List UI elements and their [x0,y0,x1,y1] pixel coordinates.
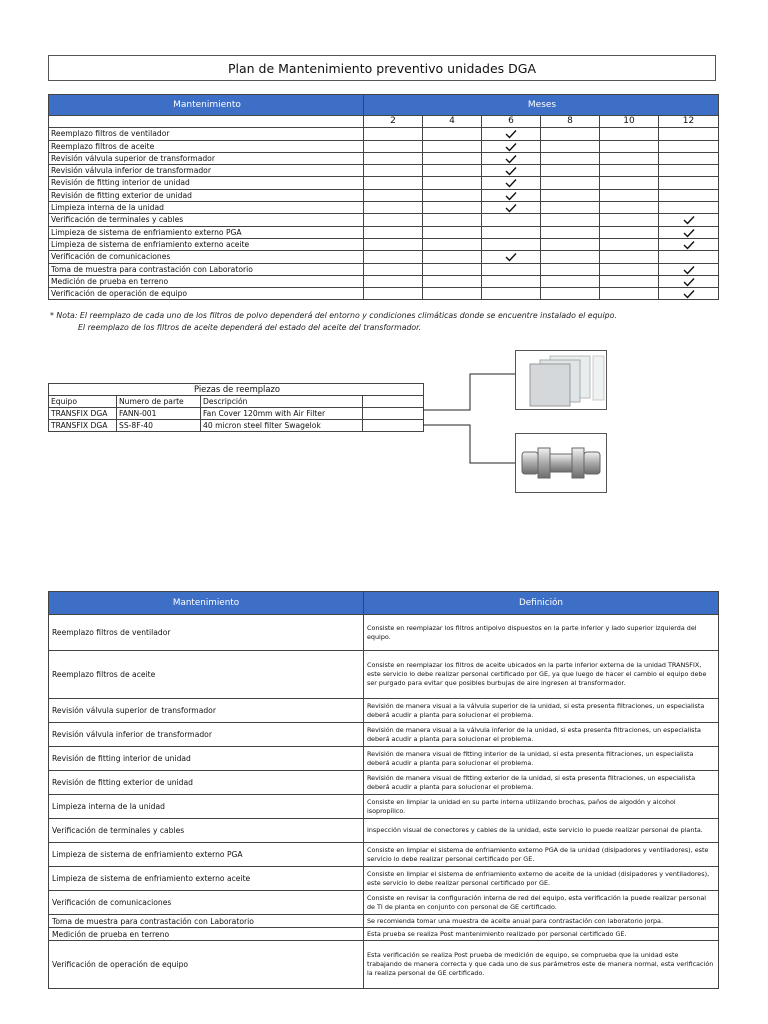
months-row [49,116,719,128]
definition-task: Reemplazo filtros de ventilador [49,615,364,651]
fan-filter-image [515,350,607,410]
schedule-cell [482,177,541,189]
schedule-cell [659,128,719,140]
schedule-cell [364,275,423,287]
schedule-cell [364,214,423,226]
fan-filter-icon [516,351,606,409]
check-icon [505,129,517,139]
schedule-cell [423,202,482,214]
definition-task: Verificación de comunicaciones [49,891,364,915]
definition-row [49,723,719,747]
definition-text: Se recomienda tomar una muestra de aceite anual para contrastación con laboratorio jorpa. [364,915,719,928]
definition-text: Revisión de manera visual de fitting exterior de la unidad, si esta presenta filtraciones, un especialista deberá acudir a planta para solucionar el problema. [364,771,719,795]
schedule-cell [423,152,482,164]
note-line-2: El reemplazo de los filtros de aceite dependerá del estado del aceite del transformador. [78,323,422,332]
check-icon [683,265,695,275]
schedule-task: Reemplazo filtros de ventilador [49,128,364,140]
parts-table [48,383,424,432]
steel-filter-icon [516,434,606,492]
schedule-task: Limpieza de sistema de enfriamiento externo aceite [49,238,364,250]
schedule-cell [423,177,482,189]
definition-text: Consiste en reemplazar los filtros de aceite ubicados en la parte inferior externa de la unidad TRANSFIX, este servicio lo debe realizar personal certificado por GE, ya que luego de hacer el cambio el equipo debe ser purgado para evitar que posibles burbujas de aire ingresen al transformador. [364,651,719,699]
schedule-row [49,152,719,164]
schedule-task: Limpieza de sistema de enfriamiento externo PGA [49,226,364,238]
schedule-cell [659,251,719,263]
schedule-task: Verificación de comunicaciones [49,251,364,263]
page-title: Plan de Mantenimiento preventivo unidades DGA [48,55,716,81]
schedule-task: Toma de muestra para contrastación con Laboratorio [49,263,364,275]
definition-text: Consiste en limpiar la unidad en su parte interna utilizando brochas, paños de algodón y alcohol isopropílico. [364,795,719,819]
schedule-cell [541,238,600,250]
parts-cell: Fan Cover 120mm with Air Filter [201,408,363,420]
schedule-header-task: Mantenimiento [49,95,364,116]
definition-row [49,771,719,795]
schedule-row [49,275,719,287]
check-icon [683,289,695,299]
schedule-cell [600,226,659,238]
month-label: 6 [482,116,541,128]
schedule-cell [423,275,482,287]
parts-cell [363,420,424,432]
definition-task: Revisión válvula inferior de transformador [49,723,364,747]
schedule-cell [541,177,600,189]
check-icon [505,142,517,152]
parts-title-row [49,384,424,396]
schedule-task: Verificación de terminales y cables [49,214,364,226]
schedule-cell [659,189,719,201]
parts-cell [363,408,424,420]
schedule-cell [659,275,719,287]
schedule-cell [482,238,541,250]
schedule-cell [600,202,659,214]
check-icon [683,215,695,225]
schedule-cell [364,288,423,300]
schedule-cell [364,165,423,177]
definition-text: Revisión de manera visual a la válvula superior de la unidad, si esta presenta filtraciones, un especialista deberá acudir a planta para solucionar el problema. [364,699,719,723]
schedule-cell [482,226,541,238]
definitions-header-task: Mantenimiento [49,592,364,615]
schedule-cell [541,251,600,263]
schedule-row [49,226,719,238]
definition-row [49,699,719,723]
schedule-cell [659,238,719,250]
schedule-cell [600,251,659,263]
schedule-cell [482,165,541,177]
definition-task: Toma de muestra para contrastación con Laboratorio [49,915,364,928]
definition-row [49,891,719,915]
definition-task: Medición de prueba en terreno [49,928,364,941]
definition-row [49,651,719,699]
schedule-cell [659,177,719,189]
note-line-1: * Nota: El reemplazo de cada uno de los filtros de polvo dependerá del entorno y condiciones climáticas donde se encuentre instalado el equipo. [50,311,617,320]
months-row-blank [49,116,364,128]
schedule-cell [482,128,541,140]
definitions-header-definition: Definición [364,592,719,615]
schedule-task: Revisión de fitting interior de unidad [49,177,364,189]
schedule-cell [482,152,541,164]
schedule-cell [600,275,659,287]
definition-text: Revisión de manera visual a la válvula inferior de la unidad, si esta presenta filtraciones, un especialista deberá acudir a planta para solucionar el problema. [364,723,719,747]
month-label: 10 [600,116,659,128]
definition-task: Verificación de terminales y cables [49,819,364,843]
schedule-cell [541,288,600,300]
definition-task: Limpieza de sistema de enfriamiento externo aceite [49,867,364,891]
definition-text: Esta verificación se realiza Post prueba de medición de equipo, se comprueba que la unidad este trabajando de manera correcta y que cada uno de sus parámetros este de manera normal, esta verificación la realiza personal de GE certificado. [364,941,719,989]
schedule-cell [600,128,659,140]
definitions-table [48,591,719,989]
definition-text: Inspección visual de conectores y cables de la unidad, este servicio lo puede realizar personal de planta. [364,819,719,843]
definition-task: Revisión de fitting exterior de unidad [49,771,364,795]
schedule-cell [541,189,600,201]
schedule-cell [482,202,541,214]
parts-title: Piezas de reemplazo [49,384,424,396]
schedule-cell [423,165,482,177]
schedule-row [49,165,719,177]
schedule-cell [541,202,600,214]
schedule-cell [364,251,423,263]
schedule-cell [364,128,423,140]
parts-header-row [49,396,424,408]
definition-row [49,941,719,989]
definition-row [49,867,719,891]
schedule-cell [423,226,482,238]
schedule-cell [364,226,423,238]
definition-text: Consiste en limpiar el sistema de enfriamiento externo PGA de la unidad (disipadores y ventiladores), este servicio lo debe realizar personal certificado por GE. [364,843,719,867]
definition-row [49,843,719,867]
schedule-cell [541,226,600,238]
check-icon [505,166,517,176]
schedule-cell [482,288,541,300]
schedule-row [49,128,719,140]
parts-cell: TRANSFIX DGA [49,420,117,432]
schedule-cell [423,214,482,226]
definition-text: Consiste en reemplazar los filtros antipolvo dispuestos en la parte inferior y lado superior izquierda del equipo. [364,615,719,651]
schedule-cell [423,128,482,140]
parts-cell: TRANSFIX DGA [49,408,117,420]
definition-text: Revisión de manera visual de fitting interior de la unidad, si esta presenta filtraciones, un especialista deberá acudir a planta para solucionar el problema. [364,747,719,771]
schedule-cell [541,128,600,140]
schedule-cell [482,251,541,263]
schedule-task: Verificación de operación de equipo [49,288,364,300]
schedule-cell [541,214,600,226]
definition-text: Consiste en revisar la configuración interna de red del equipo, esta verificación la puede realizar personal de TI de planta en conjunto con personal de GE certificado. [364,891,719,915]
check-icon [683,240,695,250]
month-label: 4 [423,116,482,128]
check-icon [505,203,517,213]
schedule-row [49,202,719,214]
parts-header [363,396,424,408]
schedule-cell [659,226,719,238]
schedule-cell [600,165,659,177]
definition-task: Limpieza interna de la unidad [49,795,364,819]
schedule-cell [364,177,423,189]
schedule-cell [364,263,423,275]
schedule-cell [482,140,541,152]
schedule-cell [482,263,541,275]
schedule-cell [541,165,600,177]
schedule-cell [659,288,719,300]
schedule-cell [659,152,719,164]
schedule-cell [423,238,482,250]
schedule-cell [541,263,600,275]
parts-header: Numero de parte [117,396,201,408]
parts-cell: SS-8F-40 [117,420,201,432]
steel-filter-image [515,433,607,493]
definition-task: Reemplazo filtros de aceite [49,651,364,699]
month-label: 2 [364,116,423,128]
check-icon [683,228,695,238]
schedule-cell [600,177,659,189]
parts-row [49,420,424,432]
schedule-row [49,288,719,300]
schedule-cell [364,152,423,164]
schedule-cell [600,152,659,164]
schedule-cell [659,165,719,177]
schedule-cell [659,202,719,214]
schedule-task: Medición de prueba en terreno [49,275,364,287]
schedule-cell [423,288,482,300]
schedule-cell [600,288,659,300]
schedule-task: Reemplazo filtros de aceite [49,140,364,152]
schedule-cell [423,251,482,263]
schedule-cell [541,140,600,152]
definition-row [49,915,719,928]
schedule-cell [659,214,719,226]
schedule-cell [659,263,719,275]
definition-task: Revisión de fitting interior de unidad [49,747,364,771]
parts-cell: FANN-001 [117,408,201,420]
definition-row [49,928,719,941]
definition-row [49,747,719,771]
check-icon [505,154,517,164]
schedule-cell [423,140,482,152]
schedule-cell [364,202,423,214]
schedule-cell [364,238,423,250]
schedule-cell [541,152,600,164]
check-icon [683,277,695,287]
schedule-row [49,140,719,152]
schedule-cell [364,189,423,201]
schedule-cell [423,189,482,201]
schedule-cell [600,238,659,250]
schedule-header-months: Meses [364,95,719,116]
schedule-cell [482,189,541,201]
month-label: 12 [659,116,719,128]
definition-task: Revisión válvula superior de transformador [49,699,364,723]
schedule-cell [423,263,482,275]
definition-task: Limpieza de sistema de enfriamiento externo PGA [49,843,364,867]
schedule-task: Limpieza interna de la unidad [49,202,364,214]
definition-text: Esta prueba se realiza Post mantenimiento realizado por personal certificado GE. [364,928,719,941]
schedule-table [48,94,719,300]
definition-row [49,795,719,819]
definition-row [49,819,719,843]
definition-row [49,615,719,651]
schedule-row [49,189,719,201]
schedule-row [49,251,719,263]
parts-row [49,408,424,420]
parts-cell: 40 micron steel filter Swagelok [201,420,363,432]
schedule-task: Revisión válvula inferior de transformador [49,165,364,177]
check-icon [505,191,517,201]
check-icon [505,178,517,188]
schedule-task: Revisión válvula superior de transformador [49,152,364,164]
schedule-cell [482,214,541,226]
schedule-cell [364,140,423,152]
schedule-cell [600,140,659,152]
definition-text: Consiste en limpiar el sistema de enfriamiento externo de aceite de la unidad (disipadores y ventiladores), este servicio lo debe realizar personal certificado por GE. [364,867,719,891]
parts-header: Descripción [201,396,363,408]
month-label: 8 [541,116,600,128]
schedule-cell [600,189,659,201]
schedule-task: Revisión de fitting exterior de unidad [49,189,364,201]
schedule-row [49,214,719,226]
schedule-row [49,177,719,189]
schedule-cell [659,140,719,152]
schedule-cell [600,214,659,226]
schedule-row [49,263,719,275]
definition-task: Verificación de operación de equipo [49,941,364,989]
parts-header: Equipo [49,396,117,408]
schedule-cell [482,275,541,287]
schedule-row [49,238,719,250]
note [50,310,617,334]
schedule-cell [600,263,659,275]
schedule-cell [541,275,600,287]
check-icon [505,252,517,262]
